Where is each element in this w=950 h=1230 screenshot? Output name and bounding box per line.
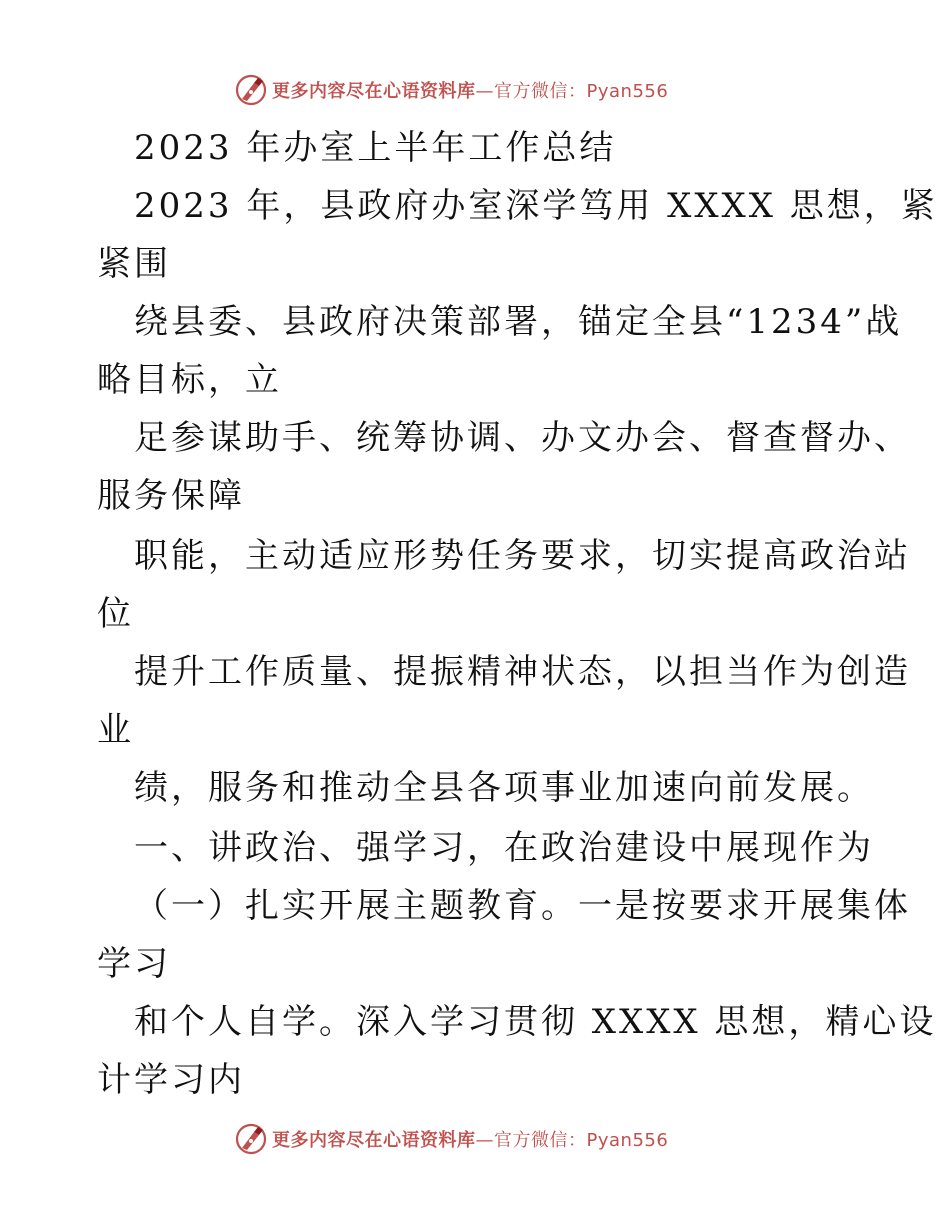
banner-separator: —: [475, 1130, 494, 1151]
text-line: 绕县委、县政府决策部署，锚定全县“1234”战: [134, 302, 903, 342]
text-line: 2023 年，县政府办室深学笃用 XXXX 思想，紧: [134, 186, 938, 226]
banner-wechat-id: Pyan556: [586, 1130, 669, 1151]
banner-separator: —: [475, 81, 494, 102]
banner-wechat-label: 官方微信：: [494, 1130, 587, 1151]
text-line: 职能，主动适应形势任务要求，切实提高政治站: [134, 536, 911, 576]
text-line: 紧围: [97, 244, 171, 284]
text-line: 位: [97, 594, 134, 634]
section-heading: 一、讲政治、强学习，在政治建设中展现作为: [134, 828, 874, 868]
footer-watermark-banner: [234, 1121, 668, 1157]
text-line: 足参谋助手、统筹协调、办文办会、督查督办、: [134, 418, 911, 458]
text-line: 和个人自学。深入学习贯彻 XXXX 思想，精心设: [134, 1002, 937, 1042]
text-line: 服务保障: [97, 476, 245, 516]
banner-main-text: 更多内容尽在心语资料库: [272, 1130, 476, 1151]
text-line: 业: [97, 710, 134, 750]
text-line: 计学习内: [97, 1060, 245, 1100]
banner-main-text: 更多内容尽在心语资料库: [272, 81, 476, 102]
text-line: 提升工作质量、提振精神状态，以担当作为创造: [134, 652, 911, 692]
header-watermark-banner: [234, 72, 668, 108]
banner-wechat-label: 官方微信：: [494, 81, 587, 102]
text-line: 学习: [97, 944, 171, 984]
text-line: 绩，服务和推动全县各项事业加速向前发展。: [134, 768, 874, 808]
subsection-heading: （一）扎实开展主题教育。一是按要求开展集体: [134, 886, 911, 926]
banner-wechat-id: Pyan556: [586, 81, 669, 102]
text-line: 略目标，立: [97, 360, 282, 400]
pen-nib-logo-icon: [234, 73, 268, 107]
document-title: 2023 年办室上半年工作总结: [134, 128, 617, 168]
pen-nib-logo-icon: [234, 1122, 268, 1156]
